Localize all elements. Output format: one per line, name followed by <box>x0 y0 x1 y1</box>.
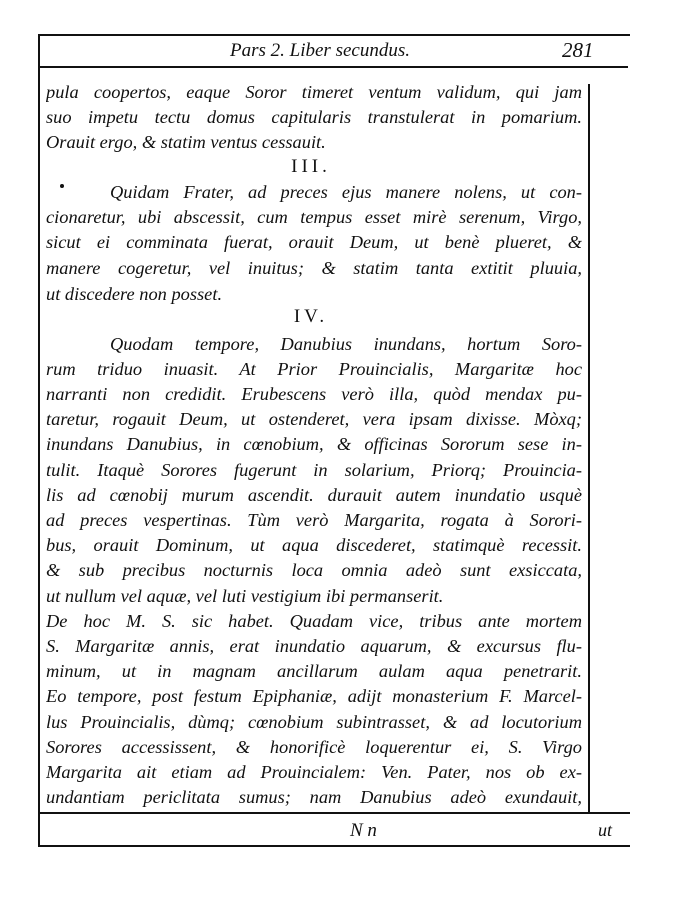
text-line: suo impetu tectu domus capitularis transtulerat in pomarium. <box>46 107 582 127</box>
text-line: Sorores accessissent, & honorificè loquerentur ei, S. Virgo <box>46 737 582 757</box>
text-line: narranti non credidit. Erubescens verò illa, quòd mendax pu- <box>46 384 582 404</box>
frame-left-rule <box>38 36 40 846</box>
section-heading-iii: III. <box>291 156 331 177</box>
text-line: Margarita ait etiam ad Prouincialem: Ven. Pater, nos ob ex- <box>46 762 582 782</box>
text-line: rum triduo inuasit. At Prior Prouincialis, Margaritæ hoc <box>46 359 582 379</box>
running-title: Pars 2. Liber secundus. <box>230 40 410 61</box>
text-line: lis ad cœnobij murum ascendit. durauit autem inundatio usquè <box>46 485 582 505</box>
text-line: ad preces vespertinas. Tùm verò Margarita, rogata à Sorori- <box>46 510 582 530</box>
text-line: ut discedere non posset. <box>46 284 223 304</box>
footer-rule <box>40 812 630 814</box>
text-line: taretur, rogauit Deum, ut ostenderet, vera ipsam dixisse. Mòxq; <box>46 409 582 429</box>
text-line: undantiam periclitata sumus; nam Danubius adeò exundauit, <box>46 787 582 807</box>
text-line: inundans Danubius, in cœnobium, & officinas Sororum sese in- <box>46 434 582 454</box>
text-line: Eo tempore, post festum Epiphaniæ, adijt monasterium F. Marcel- <box>46 686 582 706</box>
text-line: manere cogeretur, vel inuitus; & statim tanta extitit pluuia, <box>46 258 582 278</box>
text-line: Quodam tempore, Danubius inundans, hortum Soro- <box>110 334 582 354</box>
frame-bottom-rule <box>38 845 630 847</box>
frame-right-rule <box>588 84 590 814</box>
text-line: Orauit ergo, & statim ventus cessauit. <box>46 132 326 152</box>
text-line: & sub precibus nocturnis loca omnia adeò sunt exsiccata, <box>46 560 582 580</box>
text-line: cionaretur, ubi abscessit, cum tempus esset mirè serenum, Virgo, <box>46 207 582 227</box>
page-number: 281 <box>562 38 594 62</box>
header-rule <box>40 66 628 68</box>
text-line: lus Prouincialis, dùmq; cœnobium subintrasset, & ad locutorium <box>46 712 582 732</box>
text-line: sicut ei comminata fuerat, orauit Deum, ut benè plueret, & <box>46 232 582 252</box>
text-line: ut nullum vel aquæ, vel luti vestigium ibi permanserit. <box>46 586 444 606</box>
text-line: tulit. Itaquè Sorores fugerunt in solarium, Priorq; Prouincia- <box>46 460 582 480</box>
signature-mark: N n <box>350 820 377 841</box>
text-line: Quidam Frater, ad preces ejus manere nolens, ut con- <box>110 182 582 202</box>
catchword: ut <box>598 820 613 840</box>
text-line: pula coopertos, eaque Soror timeret ventum validum, qui jam <box>46 82 582 102</box>
section-heading-iv: IV. <box>293 306 329 327</box>
frame-top-rule <box>38 34 630 36</box>
printer-dot <box>60 184 64 188</box>
text-line: minum, ut in magnam ancillarum aulam aqua penetrarit. <box>46 661 582 681</box>
text-line: De hoc M. S. sic habet. Quadam vice, tribus ante mortem <box>46 611 582 631</box>
text-line: bus, orauit Dominum, ut aqua discederet, statimquè recessit. <box>46 535 582 555</box>
text-line: S. Margaritæ annis, erat inundatio aquarum, & excursus flu- <box>46 636 582 656</box>
